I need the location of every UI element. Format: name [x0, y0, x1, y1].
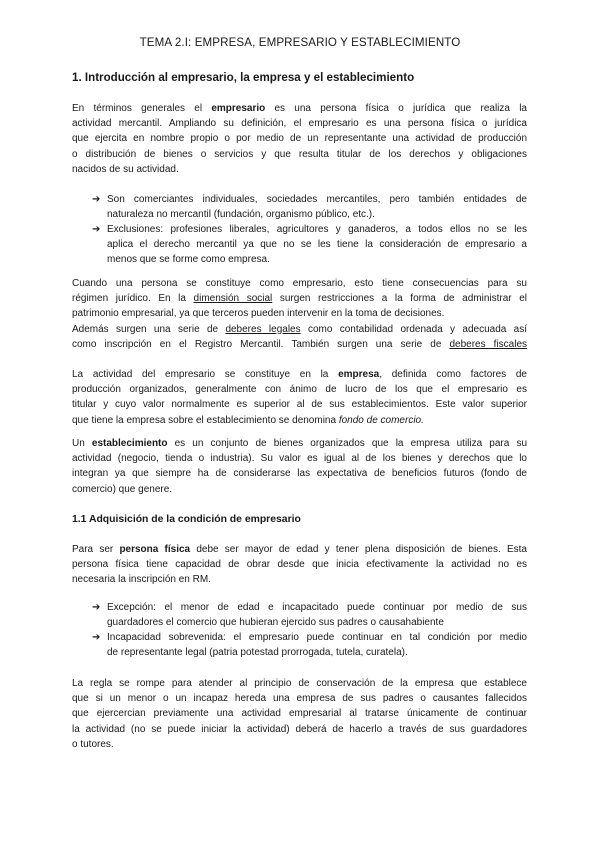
term-persona-fisica: persona física [119, 544, 191, 555]
paragraph-persona-fisica: Para ser persona física debe ser mayor de edad y tener plena disposición de bienes. Esta persona física tiene capacidad de obrar desde que inicia efectivamente la actividad no es necesaria la inscripción en RM. [72, 544, 527, 586]
term-deberes-legales: deberes legales [225, 323, 301, 335]
paragraph-empresario-definition: En términos generales el empresario es una persona física o jurídica que realiza la actividad mercantil. Ampliando su definición, el empresario es una persona física o jurídica que ejercita en nombre propio o por medio de un representante una actividad de producción o distribución de bienes o servicios y que resulta titular de los derechos y obligaciones nacidos de su actividad. [72, 103, 527, 175]
paragraph-consecuencias: Cuando una persona se constituye como empresario, esto tiene consecuencias para su régimen jurídico. En la dimensión social surgen restricciones a la forma de administrar el patrimonio empresarial, ya que terceros pueden intervenir en la toma de decisiones. Además surgen una serie de deberes legales como contabilidad ordenada y adecuada así como inscripción en el Registro Mercantil. También surgen una serie de deberes fiscales [72, 278, 528, 350]
list-item: ➔ Incapacidad sobrevenida: el empresario puede continuar en tal condición por medio de representante legal (patria potestad prorrogada, tutela, curatela). [92, 632, 527, 659]
list-item: ➔ Exclusiones: profesiones liberales, agricultores y ganaderos, a todos ellos no se les aplica el derecho mercantil ya que no se les tiene la consideración de empresario a menos que se forme como empresa. [92, 224, 527, 266]
list-item: ➔ Son comerciantes individuales, sociedades mercantiles, pero también entidades de naturaleza no mercantil (fundación, organismo público, etc.). [92, 194, 527, 221]
term-empresa: empresa [338, 369, 380, 380]
term-dimension-social: dimensión social [193, 293, 273, 305]
section-heading-1-1: 1.1 Adquisición de la condición de empresario [72, 514, 301, 525]
term-fondo-de-comercio: fondo de comercio. [338, 414, 424, 426]
arrow-bullet-icon: ➔ [92, 194, 101, 205]
term-empresario: empresario [211, 103, 266, 114]
list-item: ➔ Excepción: el menor de edad e incapacitado puede continuar por medio de sus guardadores el comercio que hubieran ejercido sus padres o causahabiente [92, 602, 527, 629]
paragraph-establecimiento: Un establecimiento es un conjunto de bienes organizados que la empresa utiliza para su actividad (negocio, tienda o industria). Su valor es igual al de los bienes y derechos que lo integran ya que siempre ha de considerarse las expectativa de beneficios futuros (fondo de comercio) que genere. [72, 438, 528, 495]
arrow-bullet-icon: ➔ [92, 632, 101, 643]
term-deberes-fiscales: deberes fiscales [449, 338, 528, 350]
paragraph-regla-conservacion: La regla se rompe para atender al principio de conservación de la empresa que establece que si un menor o un incapaz hereda una empresa de sus padres o causantes fallecidos que ejercercian previamente una actividad empresarial al tratarse únicamente de continuar la actividad (no se puede iniciar la actividad) deberá de hacerlo a través de sus guardadores o tutores. [72, 678, 527, 750]
section-heading-1: 1. Introducción al empresario, la empresa y el establecimiento [72, 71, 415, 84]
document-title: TEMA 2.I: EMPRESA, EMPRESARIO Y ESTABLECIMIENTO [139, 36, 461, 49]
paragraph-empresa: La actividad del empresario se constituye en la empresa, definida como factores de producción organizados, generalmente con ánimo de lucro de los que el empresario es titular y cuyo valor normalmente es superior al de sus establecimientos. Este valor superior que tiene la empresa sobre el establecimiento se denomina fondo de comercio. [72, 369, 527, 426]
arrow-bullet-icon: ➔ [92, 602, 101, 613]
arrow-bullet-icon: ➔ [92, 224, 101, 235]
term-establecimiento: establecimiento [91, 438, 168, 449]
